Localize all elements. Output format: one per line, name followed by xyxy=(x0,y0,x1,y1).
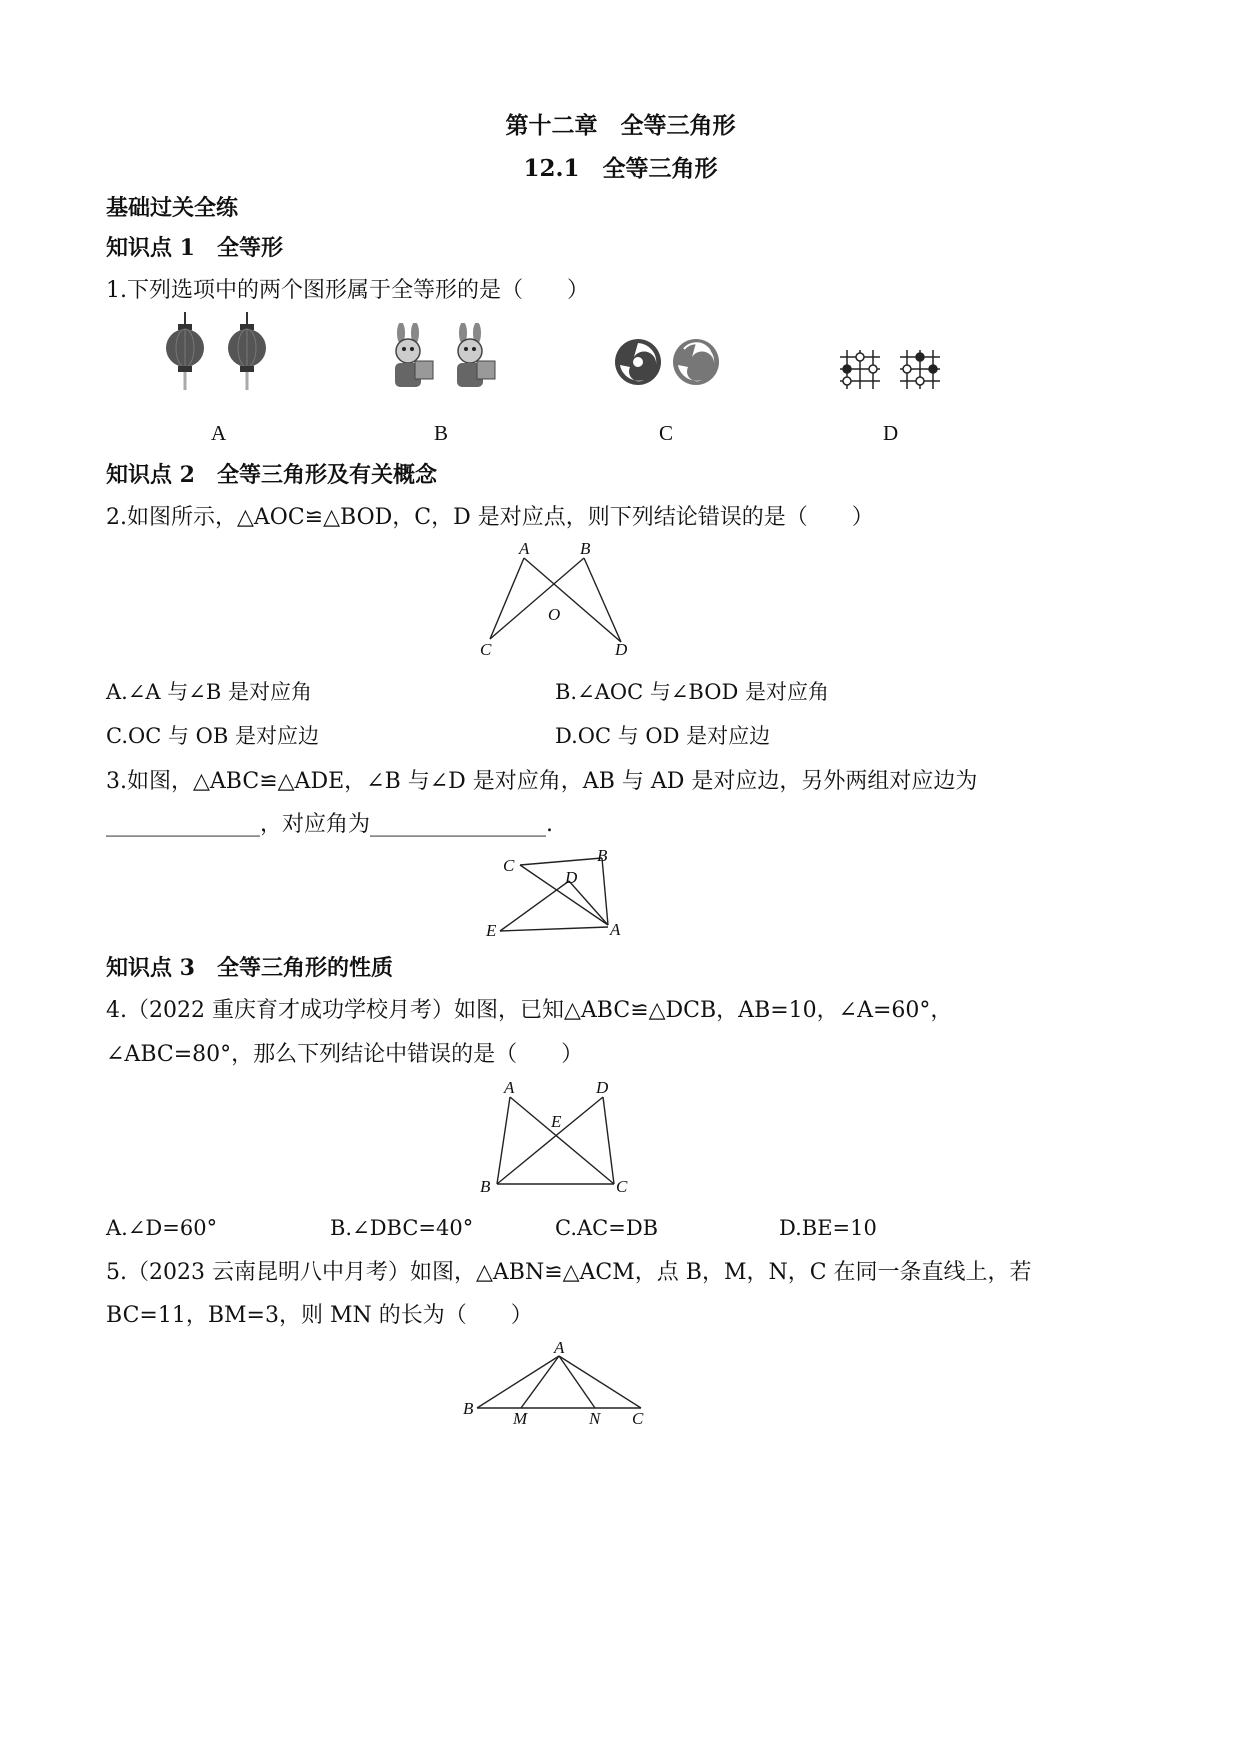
q2-label-a: A xyxy=(519,539,530,558)
q2-label-b: B xyxy=(580,539,591,558)
q3-label-b: B xyxy=(597,846,608,865)
q4-label-e: E xyxy=(551,1112,562,1131)
q5-figure xyxy=(455,1336,655,1431)
q3-label-d: D xyxy=(565,868,578,887)
q1-option-c-label: C xyxy=(659,421,674,445)
q4-option-b: B.∠DBC=40° xyxy=(330,1216,474,1240)
exercise-heading: 基础过关全练 xyxy=(106,195,239,221)
go-grid-icon xyxy=(900,350,940,389)
chapter-title: 第十二章 全等三角形 xyxy=(505,112,736,139)
q2-label-d: D xyxy=(615,640,628,659)
swirl-logo-icon xyxy=(673,339,719,385)
q4-option-a: A.∠D=60° xyxy=(106,1216,218,1240)
option-c-swirl-logos-image xyxy=(612,335,727,394)
question-1-stem: 1.下列选项中的两个图形属于全等形的是（ ） xyxy=(106,278,589,303)
lantern-icon xyxy=(166,312,204,390)
rabbit-icon xyxy=(395,323,433,387)
q5-label-a: A xyxy=(554,1338,565,1357)
q2-option-c: C.OC 与 OB 是对应边 xyxy=(106,724,319,748)
option-d-go-grids-image xyxy=(835,347,945,396)
option-a-lanterns-image xyxy=(160,312,280,401)
q4-option-c: C.AC=DB xyxy=(555,1216,659,1240)
q2-label-c: C xyxy=(480,640,492,659)
q3-label-e: E xyxy=(486,921,497,940)
question-5-line-2: BC=11，BM=3，则 MN 的长为（ ） xyxy=(106,1303,533,1328)
q1-option-d-label: D xyxy=(883,421,899,445)
q4-label-c: C xyxy=(616,1177,628,1196)
q5-label-n: N xyxy=(589,1409,601,1428)
q3-label-c: C xyxy=(503,856,515,875)
q2-option-d: D.OC 与 OD 是对应边 xyxy=(555,724,771,748)
q1-option-b-label: B xyxy=(434,421,449,445)
option-b-rabbits-image xyxy=(385,323,505,397)
q4-label-a: A xyxy=(504,1078,515,1097)
q4-label-b: B xyxy=(480,1177,491,1196)
question-3-line-2: ______________，对应角为________________. xyxy=(106,812,553,837)
q4-option-d: D.BE=10 xyxy=(779,1216,877,1240)
q5-label-m: M xyxy=(513,1409,528,1428)
question-5-line-1: 5.（2023 云南昆明八中月考）如图，△ABN≌△ACM，点 B，M，N，C 在同一条直线上，若 xyxy=(106,1260,1032,1285)
q5-label-c: C xyxy=(632,1409,644,1428)
question-4-line-1: 4.（2022 重庆育才成功学校月考）如图，已知△ABC≌△DCB，AB=10，∠A=60°， xyxy=(106,998,953,1023)
q2-option-a: A.∠A 与∠B 是对应角 xyxy=(106,680,312,704)
go-grid-icon xyxy=(840,350,880,389)
q2-label-o: O xyxy=(548,605,561,624)
swirl-logo-icon xyxy=(615,339,661,385)
q1-option-a-label: A xyxy=(211,421,227,445)
lantern-icon xyxy=(228,312,266,390)
rabbit-icon xyxy=(457,323,495,387)
knowledge-point-1: 知识点 1 全等形 xyxy=(106,235,283,261)
q4-label-d: D xyxy=(596,1078,609,1097)
q5-label-b: B xyxy=(463,1399,474,1418)
q2-figure xyxy=(470,538,640,663)
question-2-stem: 2.如图所示，△AOC≌△BOD，C，D 是对应点，则下列结论错误的是（ ） xyxy=(106,505,874,530)
section-title: 12.1 全等三角形 xyxy=(523,155,718,182)
q2-option-b: B.∠AOC 与∠BOD 是对应角 xyxy=(555,680,829,704)
knowledge-point-3: 知识点 3 全等三角形的性质 xyxy=(106,955,393,981)
q3-label-a: A xyxy=(610,920,621,939)
q4-figure xyxy=(470,1072,640,1202)
question-3-line-1: 3.如图，△ABC≌△ADE，∠B 与∠D 是对应角，AB 与 AD 是对应边，另外两组对应边为 xyxy=(106,769,978,794)
q3-figure xyxy=(480,843,630,943)
question-4-line-2: ∠ABC=80°，那么下列结论中错误的是（ ） xyxy=(106,1042,584,1067)
knowledge-point-2: 知识点 2 全等三角形及有关概念 xyxy=(106,462,437,488)
